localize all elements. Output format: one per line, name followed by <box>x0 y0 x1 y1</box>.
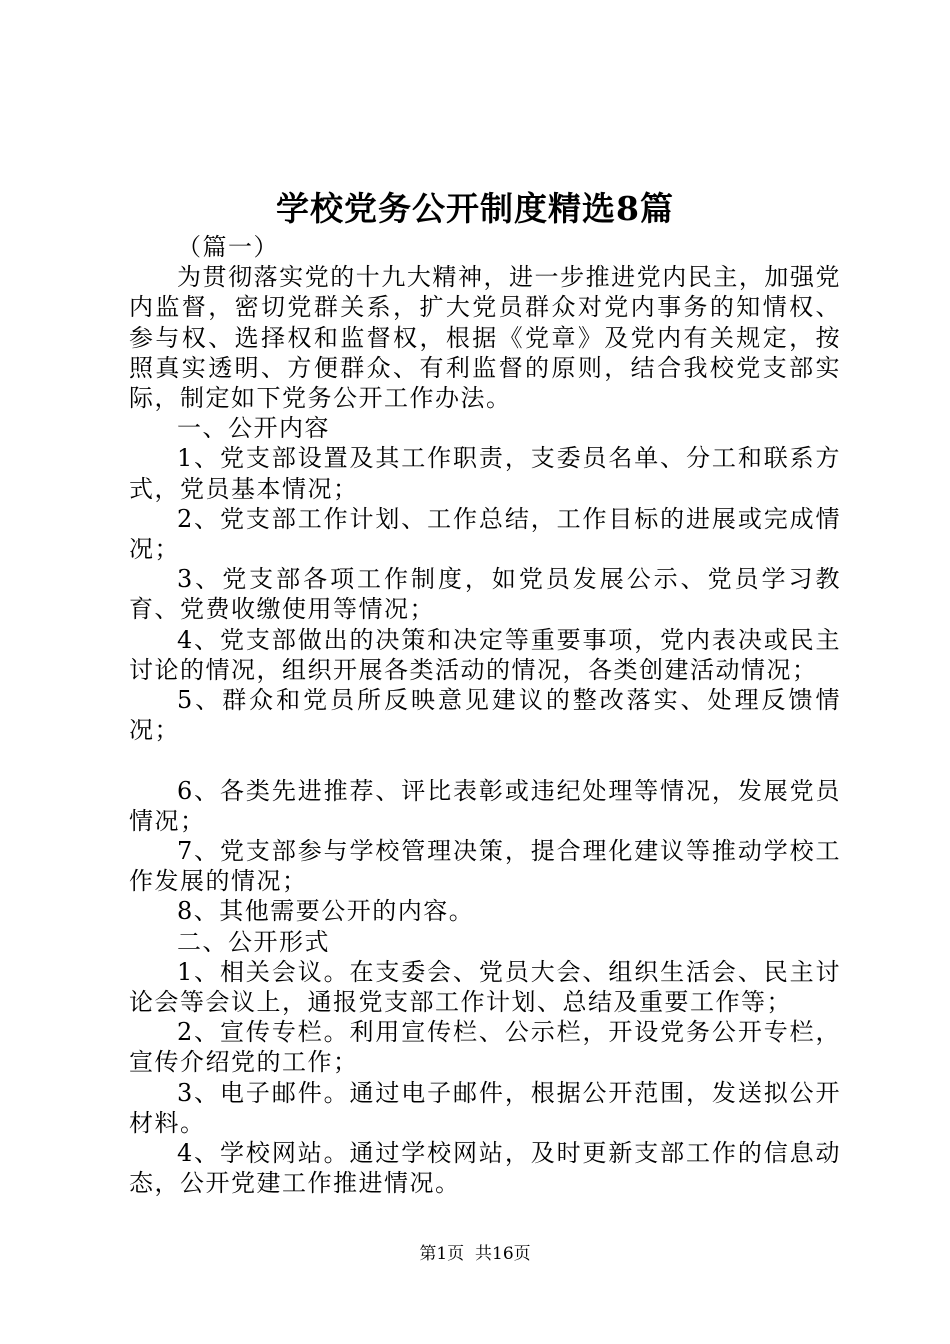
section-heading: 二、公开形式 <box>177 927 330 956</box>
list-item: 1、相关会议。在支委会、党员大会、组织生活会、民主讨论会等会议上，通报党支部工作计划、总结及重要工作等； <box>129 957 841 1017</box>
section-heading: 一、公开内容 <box>177 414 330 443</box>
list-item: 5、群众和党员所反映意见建议的整改落实、处理反馈情况； <box>129 686 841 745</box>
list-item: 8、其他需要公开的内容。 <box>177 897 475 926</box>
page-total: 共16页 <box>475 1244 531 1264</box>
list-item: 7、党支部参与学校管理决策，提合理化建议等推动学校工作发展的情况； <box>129 837 841 896</box>
list-item: 3、党支部各项工作制度，如党员发展公示、党员学习教育、党费收缴使用等情况； <box>129 565 841 624</box>
list-item: 3、电子邮件。通过电子邮件，根据公开范围，发送拟公开材料。 <box>129 1078 841 1137</box>
intro-paragraph: 为贯彻落实党的十九大精神，进一步推进党内民主，加强党内监督，密切党群关系，扩大党员群众对党内事务的知情权、参与权、选择权和监督权，根据《党章》及党内有关规定，按照真实透明、方便群众、有利监督的原则，结合我校党支部实际，制定如下党务公开工作办法。 <box>129 263 841 413</box>
list-item: 4、党支部做出的决策和决定等重要事项，党内表决或民主讨论的情况，组织开展各类活动的情况，各类创建活动情况； <box>129 625 841 684</box>
blank-line <box>129 745 841 775</box>
list-item: 4、学校网站。通过学校网站，及时更新支部工作的信息动态，公开党建工作推进情况。 <box>129 1139 841 1198</box>
page-number: 第1页 <box>419 1244 465 1264</box>
document-body <box>129 232 841 1198</box>
list-item: 2、宣传专栏。利用宣传栏、公示栏，开设党务公开专栏，宣传介绍党的工作； <box>129 1018 841 1077</box>
document-title: 学校党务公开制度精选8篇 <box>276 189 674 228</box>
list-item: 2、党支部工作计划、工作总结，工作目标的进展或完成情况； <box>129 504 841 564</box>
list-item: 1、党支部设置及其工作职责，支委员名单、分工和联系方式，党员基本情况； <box>129 444 841 503</box>
page-footer <box>0 1243 950 1265</box>
footer-gap <box>464 1244 475 1264</box>
section-label: （篇一） <box>177 233 279 261</box>
list-item: 6、各类先进推荐、评比表彰或违纪处理等情况，发展党员情况； <box>129 776 841 835</box>
